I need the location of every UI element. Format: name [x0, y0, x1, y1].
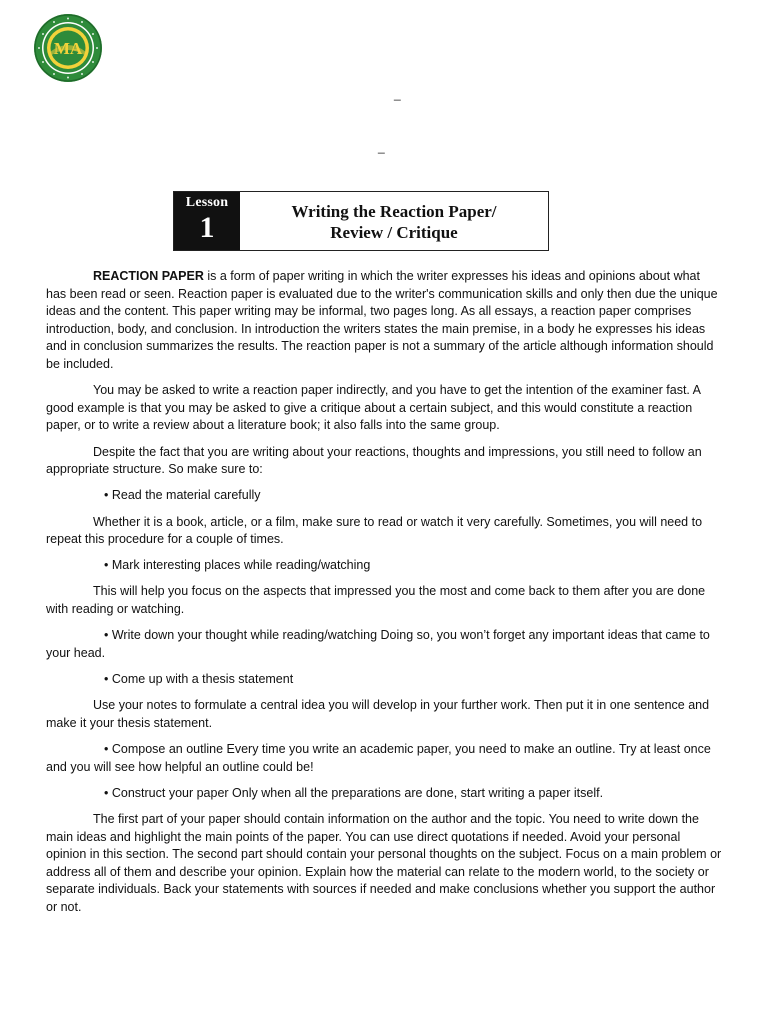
- lesson-tab: [174, 192, 240, 250]
- paragraph: Whether it is a book, article, or a film, make sure to read or watch it very carefully. Sometimes, you will need to repeat this procedure for a couple of times.: [46, 514, 703, 547]
- header-mark-1: _: [394, 87, 401, 101]
- seal-monogram: MA: [53, 39, 83, 58]
- paragraph: Use your notes to formulate a central idea you will develop in your further work. Then put it in one sentence and make it your thesis statement.: [46, 698, 710, 730]
- paragraph-text: is a form of paper writing in which the writer expresses his ideas and opinions about what has been read or seen. Reaction paper is evaluated due to the writer's communication skills and only then due the unique ideas and the content. This paper writing may be informal, two pages long. As all essays, a reaction paper comprises introduction, body, and conclusion. In introduction the writers states the main premise, in a body he expresses his ideas and in conclusion summarizes the results. The reaction paper is not a summary of the article although information should be included.: [46, 269, 718, 371]
- paragraph: You may be asked to write a reaction paper indirectly, and you have to get the intention of the examiner fast. A good example is that you may be asked to give a critique about a certain subject, and this would constitute a reaction paper, or to write a review about a literature book; it also falls into the same group.: [46, 383, 701, 433]
- lesson-number: 1: [199, 211, 215, 244]
- paragraph: [46, 268, 722, 374]
- lesson-header: [173, 191, 549, 251]
- paragraph: This will help you focus on the aspects that impressed you the most and come back to them after you are done with reading or watching.: [46, 584, 706, 617]
- paragraph: The first part of your paper should contain information on the author and the topic. You need to write down the main ideas and highlight the main points of the paper. You can use direct quotations if needed. Avoid your personal opinion in this section. The second part should contain your personal thoughts on the subject. Focus on a main problem or address all of them and describe your opinion. Explain how the material can relate to the modern world, to the society or separate individuals. Back your statements with sources if needed and make conclusions whether you support the author or not.: [46, 811, 722, 914]
- bullet-item: • Construct your paper Only when all the preparations are done, start writing a paper itself.: [104, 785, 604, 800]
- school-seal-icon: [32, 12, 104, 84]
- bullet-item: • Read the material carefully: [104, 488, 261, 503]
- bullet-item: • Write down your thought while reading/watching Doing so, you won’t forget any important ideas that came to your head.: [46, 628, 710, 660]
- bullet-item: • Compose an outline Every time you write an academic paper, you need to make an outline. Try at least once and you will see how helpful an outline could be!: [46, 742, 711, 774]
- bullet-item: • Come up with a thesis statement: [104, 672, 294, 687]
- header-mark-2: _: [378, 140, 385, 154]
- term-reaction-paper: REACTION PAPER: [93, 269, 204, 283]
- lesson-title: [240, 192, 548, 250]
- lesson-label: Lesson: [185, 195, 229, 210]
- lesson-title-line-2: Review / Critique: [330, 223, 458, 242]
- lesson-body: [46, 268, 722, 925]
- bullet-item: • Mark interesting places while reading/watching: [104, 558, 371, 573]
- lesson-title-line-1: Writing the Reaction Paper/: [291, 202, 497, 221]
- paragraph: Despite the fact that you are writing about your reactions, thoughts and impressions, you still need to follow an appropriate structure. So make sure to:: [46, 444, 702, 477]
